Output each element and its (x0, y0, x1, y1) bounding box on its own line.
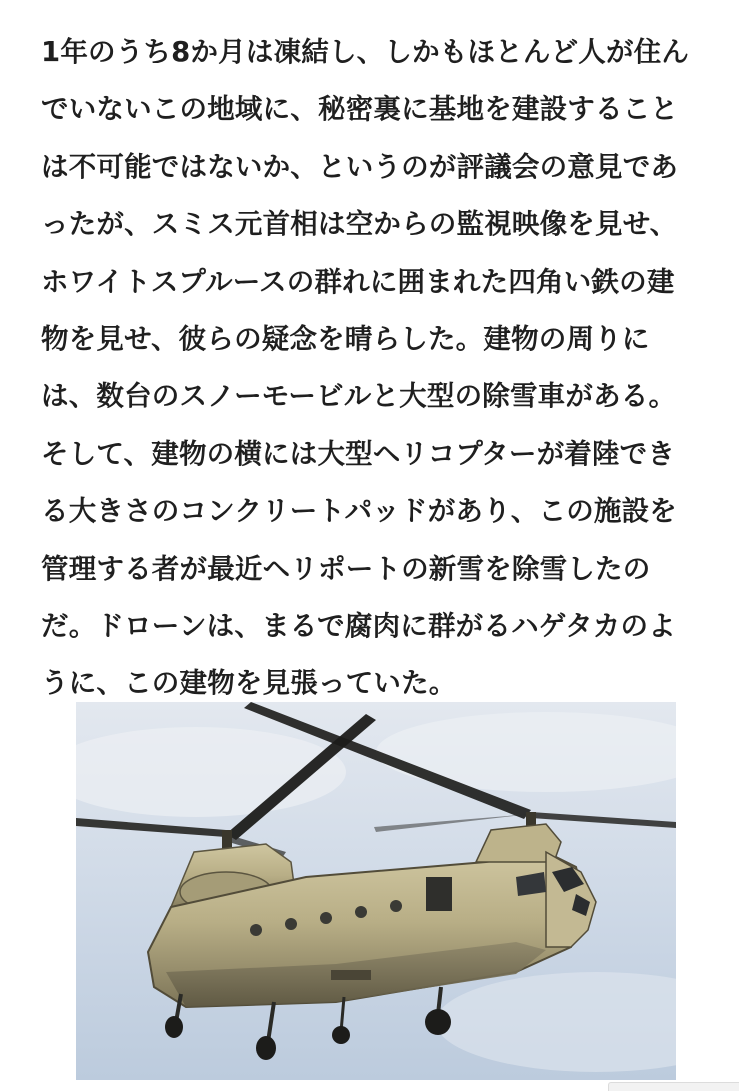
cargo-hook (331, 970, 371, 980)
paragraph-line: は、数台のスノーモービルと大型の除雪車がある。 (41, 380, 677, 413)
paragraph-line: は不可能ではないか、というのが評議会の意見であ (41, 150, 679, 183)
paragraph-line: 管理する者が最近ヘリポートの新雪を除雪したの (41, 552, 651, 585)
paragraph-line: 1年のうち8か月は凍結し、しかもほとんど人が住ん (41, 36, 690, 68)
paragraph-line: でいないこの地域に、秘密裏に基地を建設すること (41, 93, 679, 126)
paragraph-line: る大きさのコンクリートパッドがあり、この施設を (41, 495, 677, 528)
paragraph-line: だ。ドローンは、まるで腐肉に群がるハゲタカのよ (41, 609, 676, 642)
paragraph-line: ったが、スミス元首相は空からの監視映像を見せ、 (41, 208, 678, 241)
article-paragraph (41, 24, 701, 713)
paragraph-line: そして、建物の横には大型ヘリコプターが着陸でき (41, 437, 676, 470)
helicopter-illustration (76, 702, 676, 1080)
article-body (41, 24, 701, 713)
scroll-edge-tab (608, 1082, 739, 1091)
helicopter-photo (76, 702, 676, 1080)
paragraph-line: ホワイトスプルースの群れに囲まれた四角い鉄の建 (41, 265, 675, 298)
paragraph-line: うに、この建物を見張っていた。 (41, 667, 457, 700)
paragraph-line: 物を見せ、彼らの疑念を晴らした。建物の周りに (41, 322, 650, 355)
side-door (426, 877, 452, 911)
